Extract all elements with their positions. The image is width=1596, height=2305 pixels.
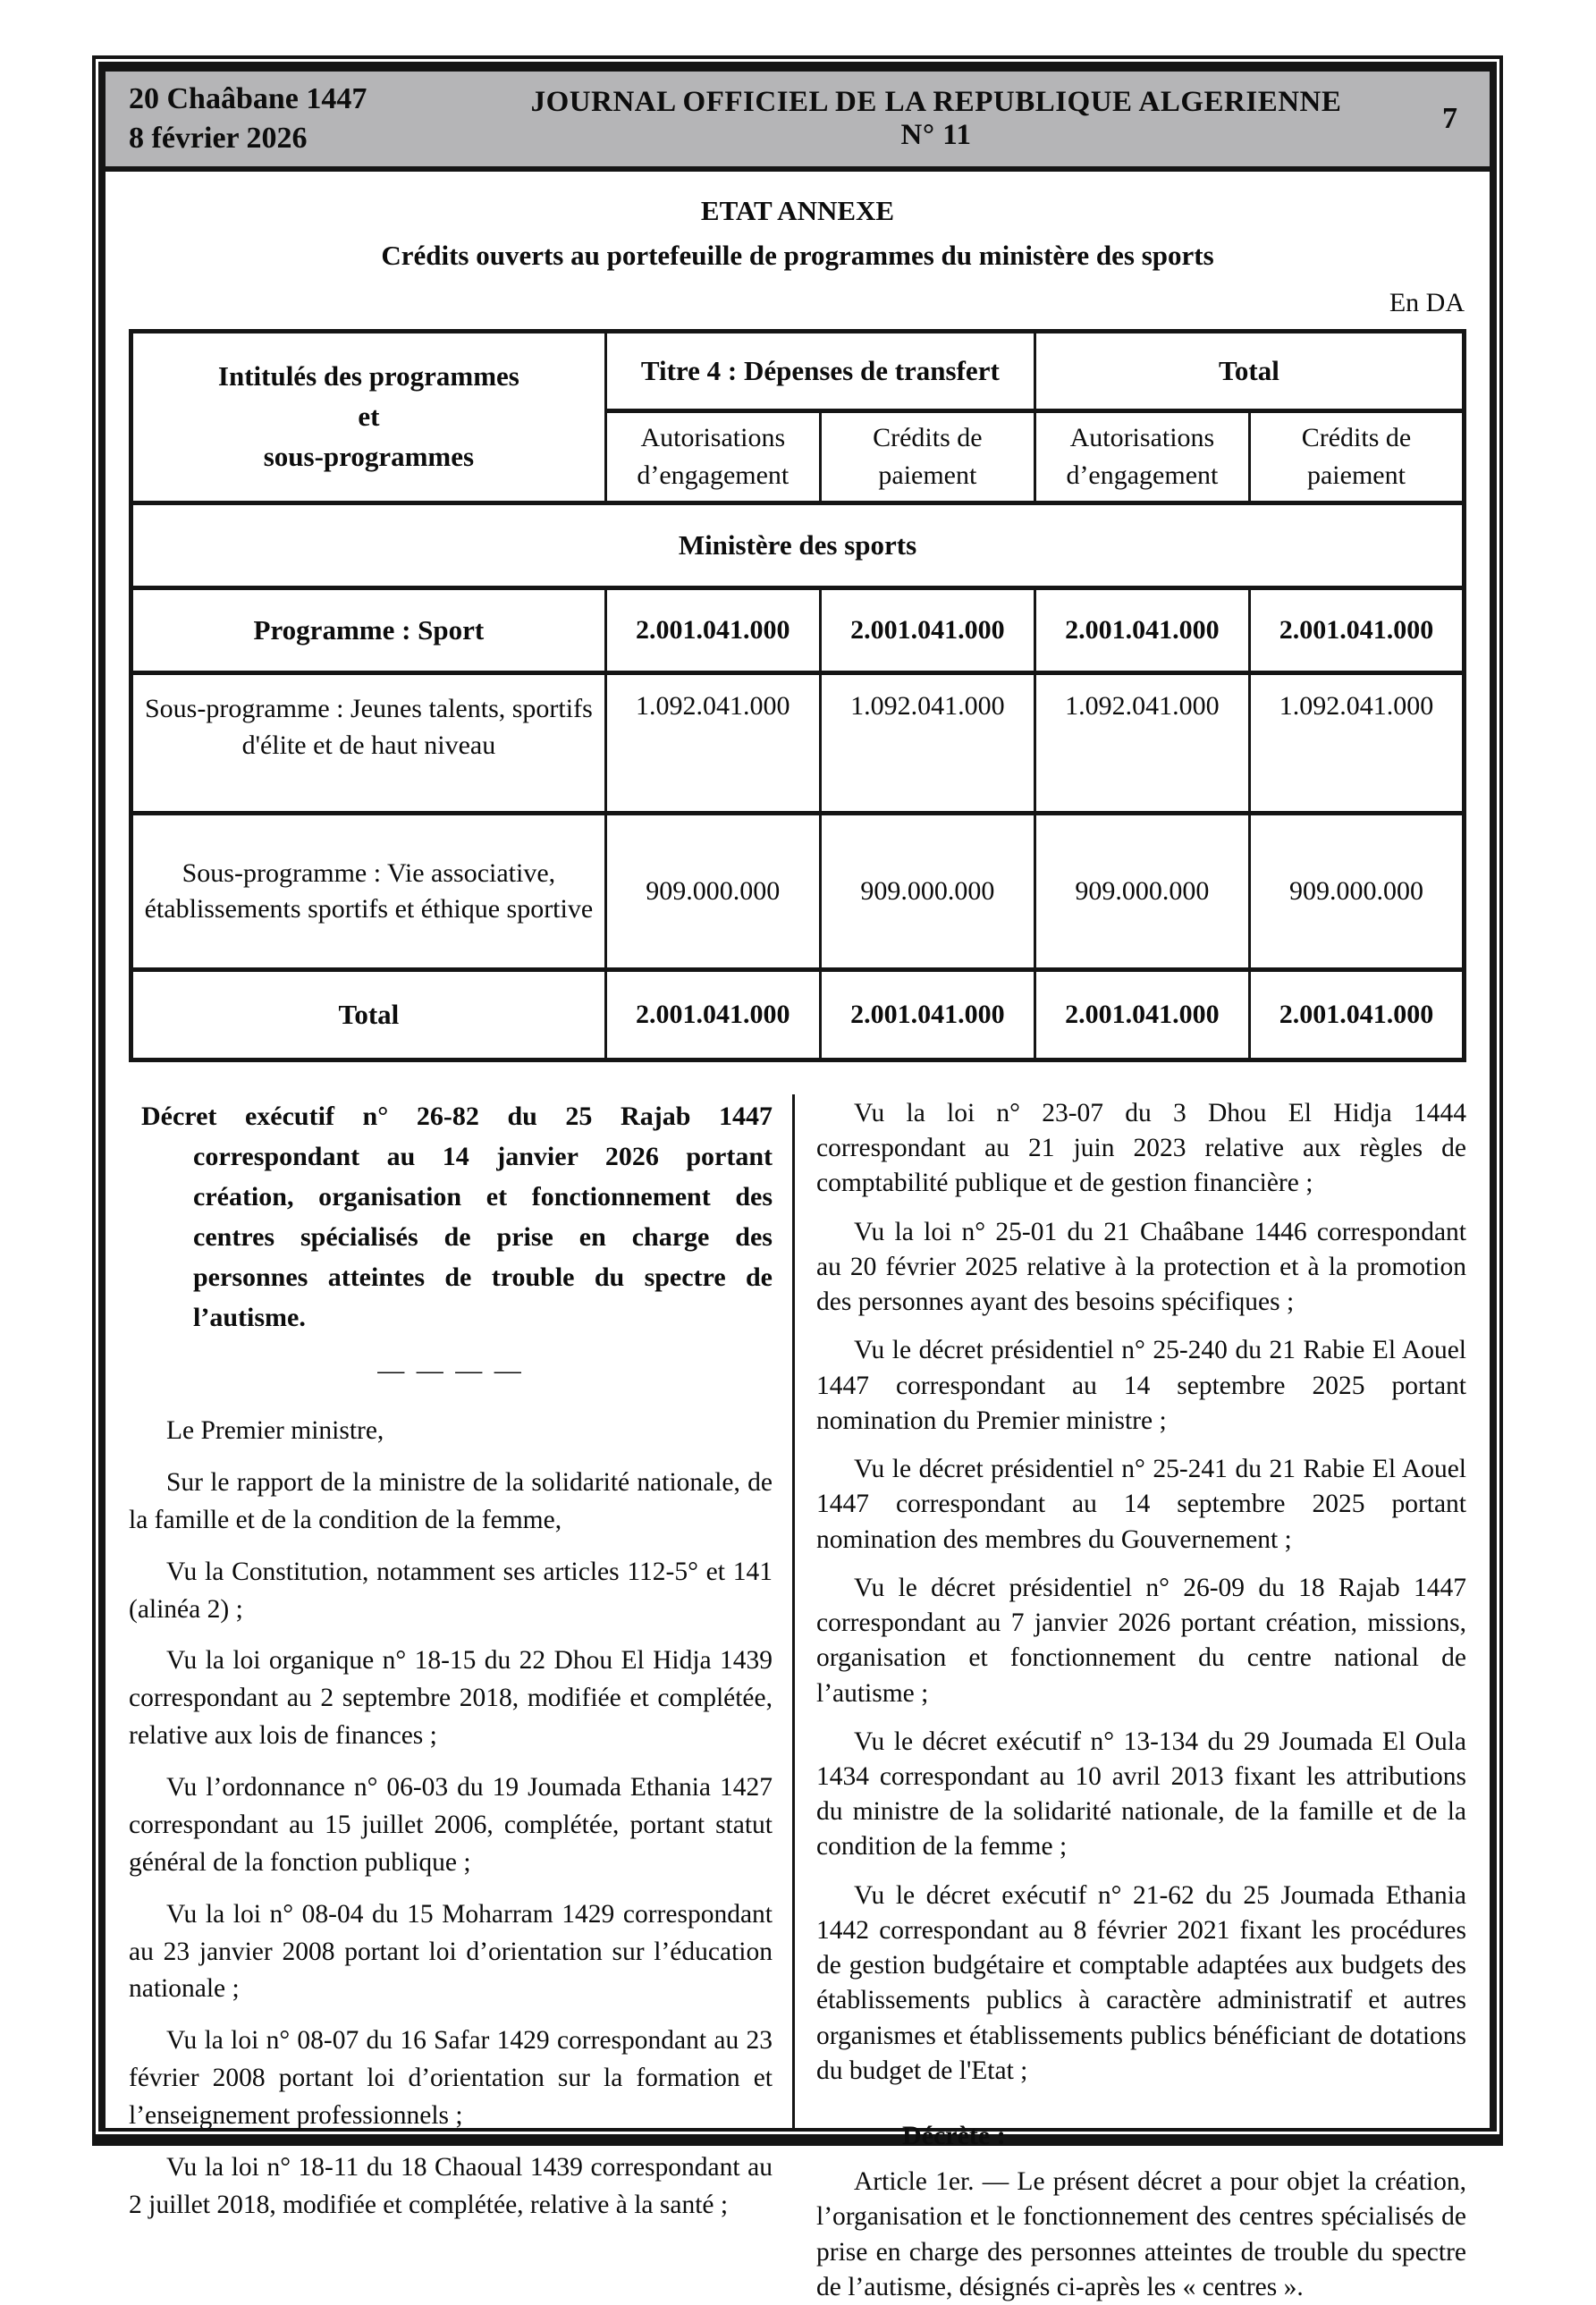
row-value: 2.001.041.000 [1034,588,1249,673]
paragraph: Vu le décret présidentiel n° 25-240 du 21 Rabie El Aouel 1447 correspondant au 14 septembre 2025 portant nomination du Premier ministre ; [816,1336,1466,1435]
header-dates [106,80,513,158]
row-value: 909.000.000 [1034,814,1249,970]
table-group-header-row [131,332,1465,411]
journal-header-band [106,72,1490,172]
table-row-sousprogramme-jeunes-talents [131,673,1465,814]
page-number: 7 [1442,102,1457,135]
date-hijri: 20 Chaâbane 1447 [129,81,367,115]
paragraph: Vu le décret présidentiel n° 25-241 du 21 Rabie El Aouel 1447 correspondant au 14 septembre 2025 portant nomination des membres du Gouvernement ; [816,1455,1466,1554]
paragraph: Vu le décret exécutif n° 21-62 du 25 Joumada Ethania 1442 correspondant au 8 février 2021 fixant les procédures de gestion budgétaire et comptable adaptées aux budgets des établissements publics à caractère administratif et autres organismes et établissements publics bénéficiant de dotations du budget de l'Etat ; [816,1880,1466,2085]
subcol-titre4-cp: Crédits de paiement [820,411,1034,503]
dash-separator: — — — — [377,1355,524,1385]
annex-title: ETAT ANNEXE [700,195,895,226]
paragraph: Sur le rapport de la ministre de la solidarité nationale, de la famille et de la condition de la femme, [129,1467,773,1534]
row-value: 909.000.000 [1249,814,1464,970]
decree-two-columns [129,1094,1466,2301]
row-value: 1.092.041.000 [1034,673,1249,814]
paragraph: Vu la loi n° 18-11 du 18 Chaoual 1439 correspondant au 2 juillet 2018, modifiée et complétée, relative à la santé ; [129,2152,773,2219]
row-value: 1.092.041.000 [1249,673,1464,814]
column-header-programs [131,332,606,503]
column-header-programs-line3: sous-programmes [263,440,475,472]
row-label: Total [131,970,606,1060]
page-content [106,172,1490,2301]
row-label: Sous-programme : Jeunes talents, sportifs d'élite et de haut niveau [131,673,606,814]
paragraph: Le Premier ministre, [166,1416,384,1445]
subcol-titre4-ae: Autorisations d’engagement [605,411,820,503]
paragraph: Vu le décret exécutif n° 13-134 du 29 Joumada El Oula 1434 correspondant au 10 avril 2013 fixant les attributions du ministre de la solidarité nationale, de la famille et de la condition de la femme ; [816,1727,1466,1862]
row-value: 2.001.041.000 [820,588,1034,673]
subcol-total-cp: Crédits de paiement [1249,411,1464,503]
row-value: 1.092.041.000 [820,673,1034,814]
paragraph: Vu la loi n° 08-07 du 16 Safar 1429 correspondant au 23 février 2008 portant loi d’orientation sur la formation et l’enseignement professionnels ; [129,2026,773,2130]
row-value: 1.092.041.000 [605,673,820,814]
currency-note: En DA [1389,288,1465,317]
paragraph: Vu la loi n° 08-04 du 15 Moharram 1429 correspondant au 23 janvier 2008 portant loi d’orientation sur l’éducation nationale ; [129,1899,773,2004]
row-label: Sous-programme : Vie associative, établissements sportifs et éthique sportive [131,814,606,970]
row-value: 2.001.041.000 [605,970,820,1060]
ministry-section-row [131,503,1465,588]
paragraph: Vu la Constitution, notamment ses articles 112-5° et 141 (alinéa 2) ; [129,1557,773,1624]
decree-heading: Décret exécutif n° 26-82 du 25 Rajab 1447 correspondant au 14 janvier 2026 portant création, organisation et fonctionnement des centres spécialisés de prise en charge des personnes atteintes de trouble du spectre de l’autisme. [141,1102,773,1332]
date-gregorian: 8 février 2026 [129,122,308,155]
row-value: 909.000.000 [605,814,820,970]
paragraph: Vu l’ordonnance n° 06-03 du 19 Joumada Ethania 1427 correspondant au 15 juillet 2006, complétée, portant statut général de la fonction publique ; [129,1773,773,1877]
row-value: 2.001.041.000 [820,970,1034,1060]
row-value: 2.001.041.000 [1034,970,1249,1060]
column-header-programs-line2: et [358,401,380,433]
row-label: Programme : Sport [131,588,606,673]
table-row-sousprogramme-vie-associative [131,814,1465,970]
journal-title: JOURNAL OFFICIEL DE LA REPUBLIQUE ALGERIENNE N° 11 [530,86,1342,151]
column-group-total: Total [1034,332,1464,411]
paragraph: Vu le décret présidentiel n° 26-09 du 18 Rajab 1447 correspondant au 7 janvier 2026 portant création, missions, organisation et fonctionnement du centre national de l’autisme ; [816,1573,1466,1708]
page-frame-inner [98,62,1497,2301]
paragraph: Vu la loi organique n° 18-15 du 22 Dhou El Hidja 1439 correspondant au 2 septembre 2018, modifiée et complétée, relative aux lois de finances ; [129,1646,773,1751]
column-header-programs-line1: Intitulés des programmes [217,360,519,393]
table-row-total [131,970,1465,1060]
row-value: 2.001.041.000 [605,588,820,673]
decree-column-right [795,1094,1466,2301]
decree-label: Décrète : [902,2121,1006,2151]
table-row-programme-sport [131,588,1465,673]
subcol-total-ae: Autorisations d’engagement [1034,411,1249,503]
paragraph: Vu la loi n° 23-07 du 3 Dhou El Hidja 1444 correspondant au 21 juin 2023 relative aux règles de comptabilité publique et de gestion financière ; [816,1099,1466,1198]
row-value: 2.001.041.000 [1249,588,1464,673]
row-value: 2.001.041.000 [1249,970,1464,1060]
page-frame [92,55,1503,2301]
annex-subtitle: Crédits ouverts au portefeuille de programmes du ministère des sports [381,240,1214,271]
paragraph: Vu la loi n° 25-01 du 21 Chaâbane 1446 correspondant au 20 février 2025 relative à la protection et à la promotion des personnes ayant des besoins spécifiques ; [816,1217,1466,1317]
credits-table [129,329,1466,1062]
ministry-section-label: Ministère des sports [131,503,1465,588]
column-group-titre4: Titre 4 : Dépenses de transfert [605,332,1034,411]
decree-column-left [129,1094,792,2219]
row-value: 909.000.000 [820,814,1034,970]
article-paragraph: Article 1er. — Le présent décret a pour objet la création, l’organisation et le fonctionnement des centres spécialisés de prise en charge des personnes atteintes de trouble du spectre de l’autisme, désignés ci-après les « centres ». [816,2167,1466,2301]
